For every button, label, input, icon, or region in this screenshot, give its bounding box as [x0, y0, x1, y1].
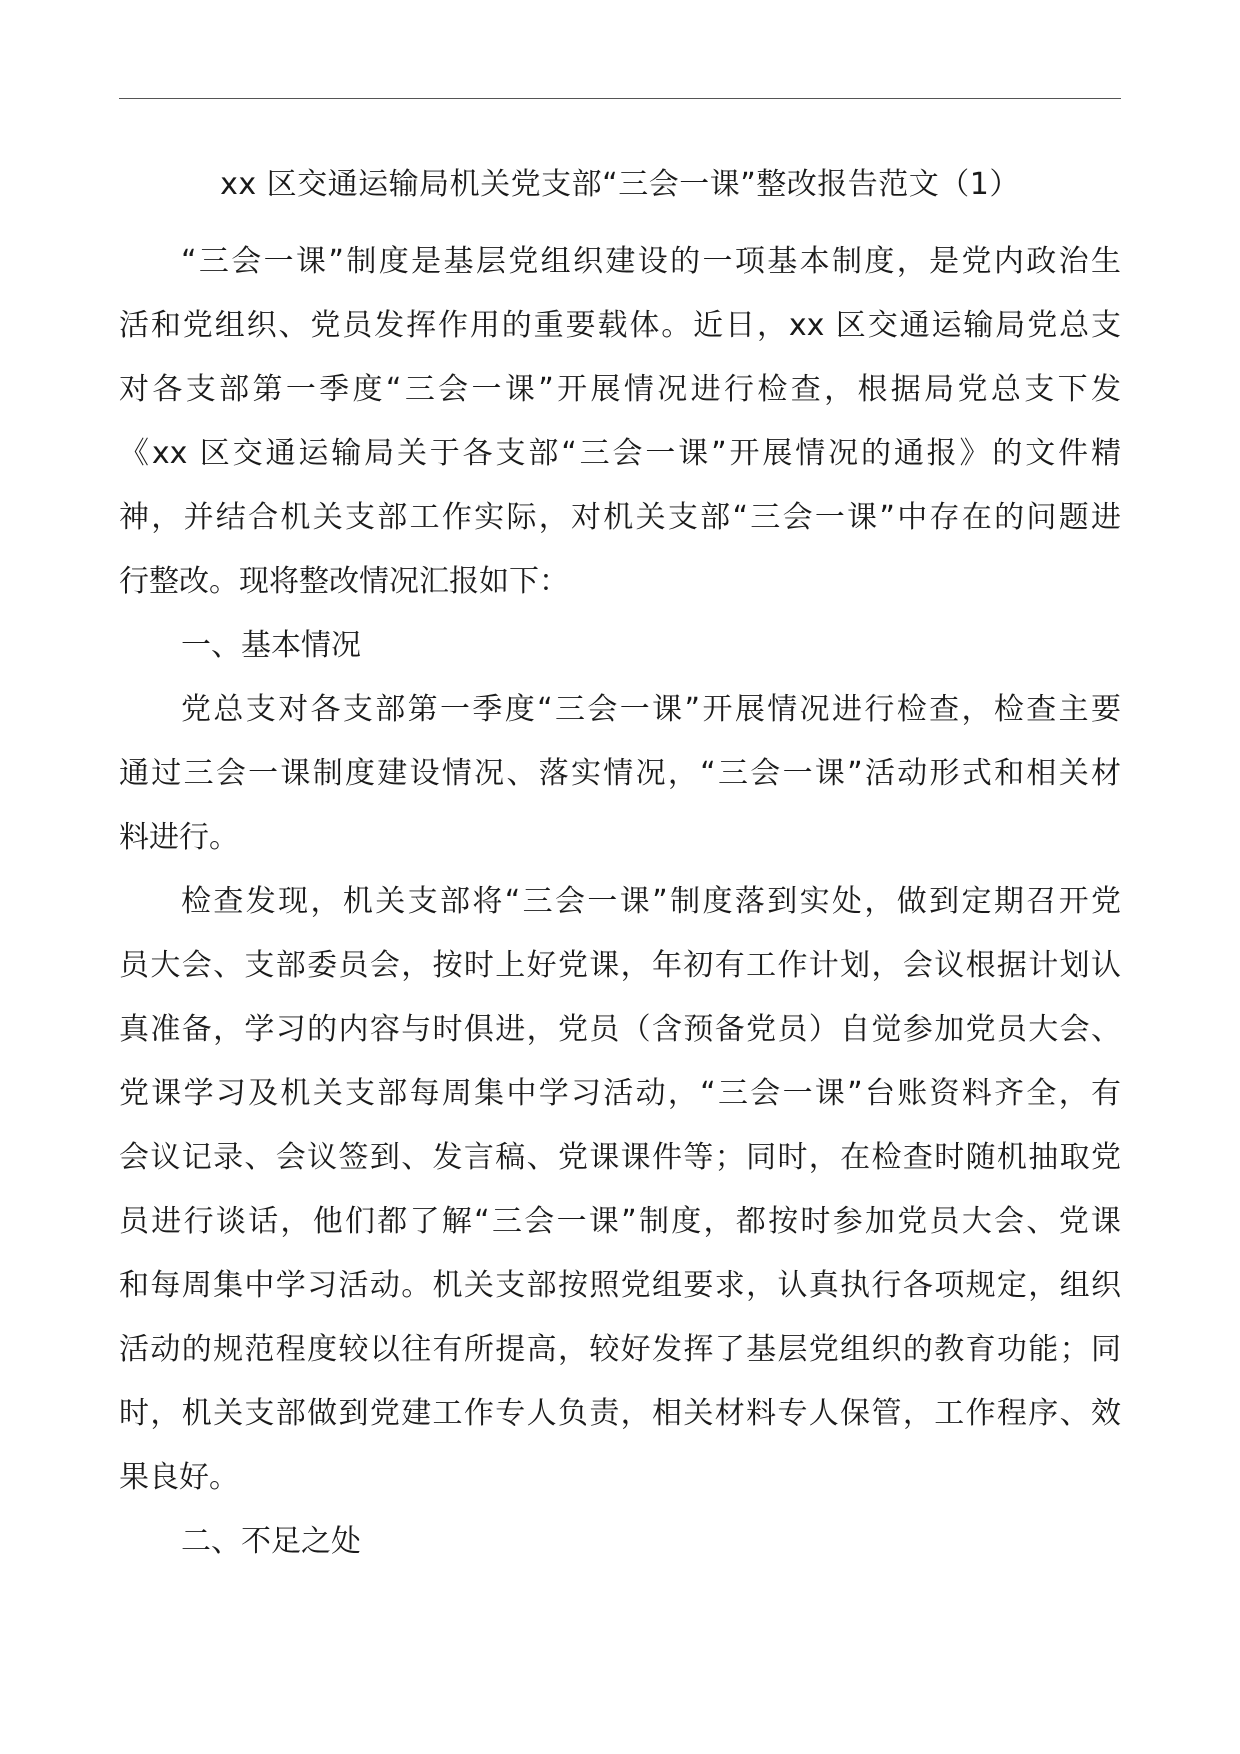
paragraph-line: 神，并结合机关支部工作实际，对机关支部“三会一课”中存在的问题进 [119, 500, 1121, 535]
document-title: xx 区交通运输局机关党支部“三会一课”整改报告范文（1） [220, 167, 1020, 202]
paragraph-line: “三会一课”制度是基层党组织建设的一项基本制度，是党内政治生 [181, 244, 1121, 279]
paragraph-line: 料进行。 [119, 820, 239, 855]
paragraph-line: 《xx 区交通运输局关于各支部“三会一课”开展情况的通报》的文件精 [119, 436, 1121, 471]
paragraph-line: 员进行谈话，他们都了解“三会一课”制度，都按时参加党员大会、党课 [119, 1204, 1121, 1239]
paragraph-line: 通过三会一课制度建设情况、落实情况，“三会一课”活动形式和相关材 [119, 756, 1121, 791]
paragraph-line: 和每周集中学习活动。机关支部按照党组要求，认真执行各项规定，组织 [119, 1268, 1121, 1303]
paragraph-line: 活动的规范程度较以往有所提高，较好发挥了基层党组织的教育功能；同 [119, 1332, 1121, 1367]
paragraph-line: 党课学习及机关支部每周集中学习活动，“三会一课”台账资料齐全，有 [119, 1076, 1121, 1111]
paragraph-line: 会议记录、会议签到、发言稿、党课课件等；同时，在检查时随机抽取党 [119, 1140, 1121, 1175]
paragraph-line: 行整改。现将整改情况汇报如下： [119, 564, 569, 599]
paragraph-line: 党总支对各支部第一季度“三会一课”开展情况进行检查，检查主要 [181, 692, 1121, 727]
paragraph-line: 活和党组织、党员发挥作用的重要载体。近日，xx 区交通运输局党总支 [119, 308, 1121, 343]
paragraph-line: 果良好。 [119, 1460, 239, 1495]
section-heading: 一、基本情况 [181, 628, 361, 663]
paragraph-line: 检查发现，机关支部将“三会一课”制度落到实处，做到定期召开党 [181, 884, 1121, 919]
paragraph-line: 真准备，学习的内容与时俱进，党员（含预备党员）自觉参加党员大会、 [119, 1012, 1121, 1047]
header-rule [119, 98, 1121, 99]
paragraph-line: 员大会、支部委员会，按时上好党课，年初有工作计划，会议根据计划认 [119, 948, 1121, 983]
section-heading: 二、不足之处 [181, 1524, 361, 1559]
paragraph-line: 时，机关支部做到党建工作专人负责，相关材料专人保管，工作程序、效 [119, 1396, 1121, 1431]
paragraph-line: 对各支部第一季度“三会一课”开展情况进行检查，根据局党总支下发 [119, 372, 1121, 407]
